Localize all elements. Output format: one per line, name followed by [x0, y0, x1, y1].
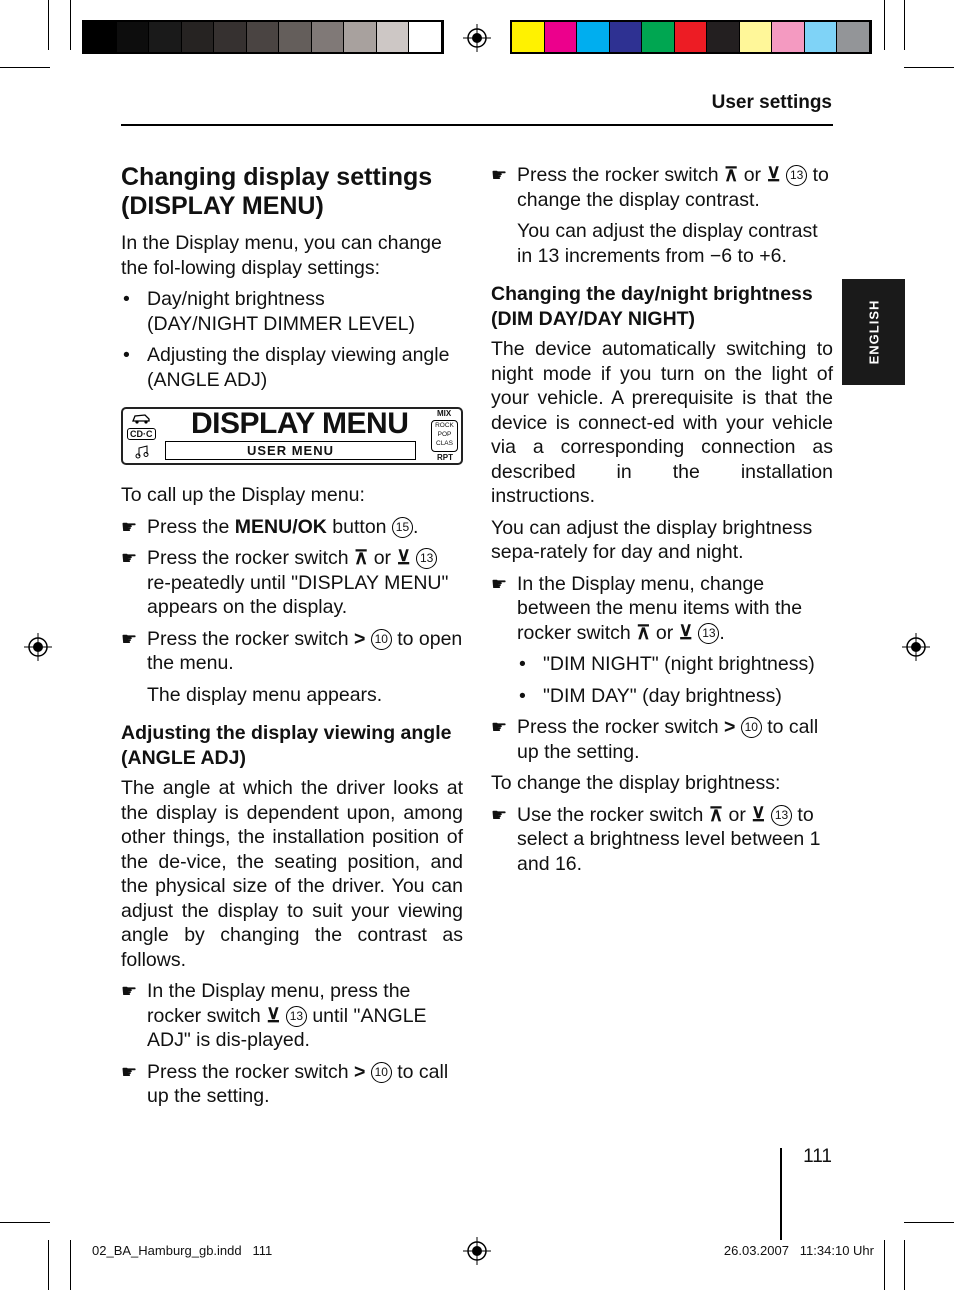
callout-number: 13: [698, 623, 719, 644]
step-text: to open the menu.: [147, 627, 463, 674]
display-main-text: DISPLAY MENU: [191, 407, 409, 440]
crop-mark: [884, 0, 885, 50]
crop-mark: [70, 0, 71, 50]
cd-changer-badge: CD·C: [127, 428, 156, 440]
step-text: or: [728, 803, 746, 826]
step-text: to call up the setting.: [517, 716, 819, 763]
instruction-step: ☛ In the Display menu, change between the menu items with the rocker switch ⊼ or ⊻ 13 .: [491, 572, 803, 644]
pointing-hand-icon: ☛: [491, 804, 508, 825]
list-item-text: Day/night brightness: [147, 288, 325, 310]
color-swatch: [344, 22, 377, 52]
instruction-step: [121, 546, 463, 620]
callout-number: 10: [371, 629, 392, 650]
bullet-icon: •: [519, 653, 526, 675]
footer-file-slug: 02_BA_Hamburg_gb.indd 111: [92, 1243, 273, 1258]
eq-clas-label: CLAS: [436, 440, 453, 447]
registration-mark-icon: [463, 24, 491, 52]
step-text: Press the rocker switch: [147, 1060, 349, 1083]
color-swatch: [805, 22, 838, 52]
registration-mark-icon: [463, 1237, 491, 1265]
step-text: Press the rocker switch: [517, 164, 719, 186]
color-swatch: [772, 22, 805, 52]
color-swatch: [117, 22, 150, 52]
color-swatch: [214, 22, 247, 52]
body-paragraph: The device automatically switching to night mode if you turn on the light of your vehicle. A prerequisite is that the device is connect-ed with your vehicle via a corresponding connection as described in the installation instructions.: [491, 338, 833, 507]
crop-mark: [904, 1240, 905, 1290]
crop-mark: [904, 67, 954, 68]
pointing-hand-icon: ☛: [121, 548, 138, 568]
step-text: to select a brightness level between 1 and 16.: [517, 803, 821, 875]
step-text: to change the display contrast.: [517, 164, 829, 211]
language-tab: [842, 279, 905, 385]
eq-box: [431, 420, 458, 452]
display-illustration: [121, 407, 463, 465]
step-text: In the Display menu, change between the menu items with the rocker switch: [517, 572, 803, 644]
color-swatch: [675, 22, 708, 52]
instruction-step: [491, 803, 833, 877]
eq-rock-label: ROCK: [435, 422, 454, 429]
pointing-hand-icon: ☛: [491, 573, 508, 594]
instruction-step: [491, 163, 833, 212]
pointing-hand-icon: ☛: [121, 628, 138, 649]
list-item: [121, 287, 463, 336]
color-swatch: [247, 22, 280, 52]
color-swatch: [512, 22, 545, 52]
left-column: [121, 163, 463, 399]
callout-number: 13: [786, 165, 807, 186]
color-swatch: [610, 22, 643, 52]
body-paragraph: The angle at which the driver looks at the display is dependent upon, among other things, the installation position of the de-vice, the seating position, and the physical size of the driver. You can adjust the display to suit your viewing angle by changing the contrast as follows.: [121, 777, 463, 971]
section-heading: [121, 721, 463, 770]
step-text: re-peatedly until "DISPLAY MENU" appears on the display.: [147, 571, 449, 618]
crop-mark: [904, 0, 905, 50]
step-text: Press the rocker switch: [147, 627, 349, 650]
crop-mark: [70, 1240, 71, 1290]
step-result: The display menu appears.: [147, 683, 383, 706]
step-text: or: [655, 621, 674, 644]
rocker-right-icon: >: [353, 1060, 366, 1083]
section-heading-line2: (DIM DAY/DAY NIGHT): [491, 307, 696, 330]
instruction-step: ☛ Press the MENU/OK button 15 .: [121, 515, 419, 538]
instruction-step: [121, 627, 463, 676]
list-item-text: Adjusting the display viewing angle: [147, 344, 450, 366]
pointing-hand-icon: ☛: [121, 516, 138, 537]
display-sub-text: USER MENU: [165, 441, 416, 460]
page-title-line2: (DISPLAY MENU): [121, 192, 324, 220]
call-up-intro: To call up the Display menu:: [121, 484, 365, 506]
pointing-hand-icon: ☛: [121, 1061, 138, 1082]
list-item-text: (DAY/NIGHT DIMMER LEVEL): [147, 312, 415, 335]
section-heading-line1: Adjusting the display viewing angle: [121, 722, 452, 744]
color-swatch: [377, 22, 410, 52]
instruction-step: [121, 979, 463, 1053]
rocker-down-icon: ⊻: [678, 621, 693, 644]
footer-date-slug: 26.03.2007 11:34:10 Uhr: [723, 1243, 874, 1258]
registration-mark-icon: [902, 633, 930, 661]
section-heading-line1: Changing the day/night brightness: [491, 283, 813, 305]
color-swatch: [279, 22, 312, 52]
crop-mark: [884, 1240, 885, 1290]
step-text: Press the: [147, 515, 235, 538]
grayscale-color-bar: [82, 20, 444, 54]
section-heading: [491, 282, 833, 331]
language-tab-label: ENGLISH: [866, 299, 881, 365]
instruction-step: [121, 1060, 463, 1109]
color-swatch: [182, 22, 215, 52]
pointing-hand-icon: ☛: [121, 981, 138, 1001]
section-header-title: User settings: [711, 92, 832, 113]
body-paragraph: You can adjust the display brightness sepa-rately for day and night.: [491, 516, 813, 563]
step-text: button: [326, 515, 387, 538]
rocker-right-icon: >: [723, 716, 736, 738]
car-icon: [131, 412, 151, 424]
color-swatch: [84, 22, 117, 52]
process-color-bar: [510, 20, 872, 54]
rocker-up-icon: ⊼: [636, 621, 651, 644]
callout-number: 10: [741, 717, 762, 738]
rocker-right-icon: >: [353, 627, 366, 650]
step-text: Use the rocker switch: [517, 803, 704, 826]
page-number: 111: [803, 1146, 832, 1167]
rocker-down-icon: ⊻: [766, 164, 781, 186]
mix-label: MIX: [437, 409, 452, 418]
step-text: until "ANGLE ADJ" is dis-played.: [147, 1004, 427, 1051]
color-swatch: [545, 22, 578, 52]
color-swatch: [837, 22, 870, 52]
page-number-rule: [780, 1148, 782, 1240]
music-note-icon: [135, 445, 149, 459]
crop-mark: [0, 1222, 50, 1223]
step-text: or: [743, 164, 762, 186]
page-title-line1: Changing display settings: [121, 163, 433, 191]
right-column: [491, 163, 833, 883]
rocker-down-icon: ⊻: [751, 803, 766, 826]
rpt-label: RPT: [437, 453, 453, 462]
list-item: [517, 684, 833, 709]
step-text: Press the rocker switch: [147, 547, 349, 569]
callout-number: 10: [371, 1062, 392, 1083]
callout-number: 13: [416, 548, 437, 569]
callout-number: 13: [771, 805, 792, 826]
menu-ok-button-label: MENU/OK: [234, 515, 327, 538]
rocker-up-icon: ⊼: [723, 164, 739, 186]
header-divider: [121, 124, 833, 126]
page-title: [121, 163, 463, 221]
color-swatch: [707, 22, 740, 52]
section-heading-line2: (ANGLE ADJ): [121, 746, 246, 769]
list-item-text: "DIM DAY" (day brightness): [543, 684, 782, 707]
pointing-hand-icon: ☛: [491, 717, 508, 737]
color-swatch: [149, 22, 182, 52]
color-swatch: [642, 22, 675, 52]
list-item-text: "DIM NIGHT" (night brightness): [543, 653, 815, 675]
bullet-icon: •: [123, 288, 130, 310]
rocker-down-icon: ⊻: [396, 547, 411, 569]
step-result: You can adjust the display contrast in 13 increments from −6 to +6.: [517, 220, 818, 267]
registration-mark-icon: [24, 633, 52, 661]
list-item: [517, 652, 833, 677]
bullet-icon: •: [519, 684, 526, 707]
color-swatch: [740, 22, 773, 52]
color-swatch: [409, 22, 442, 52]
bullet-icon: •: [123, 344, 130, 366]
color-swatch: [577, 22, 610, 52]
crop-mark: [0, 67, 50, 68]
callout-number: 15: [392, 517, 413, 538]
intro-text: In the Display menu, you can change the fol-lowing display settings:: [121, 232, 442, 279]
crop-mark: [48, 1240, 49, 1290]
body-paragraph: To change the display brightness:: [491, 772, 781, 794]
left-column-steps: [121, 483, 463, 1116]
step-text: In the Display menu, press the rocker switch: [147, 980, 411, 1027]
list-item: [121, 343, 463, 392]
rocker-up-icon: ⊼: [708, 803, 724, 826]
step-text: to call up the setting.: [147, 1060, 449, 1107]
eq-pop-label: POP: [437, 431, 452, 438]
rocker-down-icon: ⊻: [266, 1004, 281, 1027]
crop-mark: [904, 1222, 954, 1223]
list-item-text: (ANGLE ADJ): [147, 368, 268, 391]
callout-number: 13: [286, 1006, 307, 1027]
crop-mark: [48, 0, 49, 50]
step-text: or: [373, 547, 392, 569]
rocker-up-icon: ⊼: [353, 547, 369, 569]
pointing-hand-icon: ☛: [491, 165, 508, 185]
color-swatch: [312, 22, 345, 52]
step-text: Press the rocker switch: [517, 716, 719, 738]
instruction-step: [491, 715, 833, 764]
